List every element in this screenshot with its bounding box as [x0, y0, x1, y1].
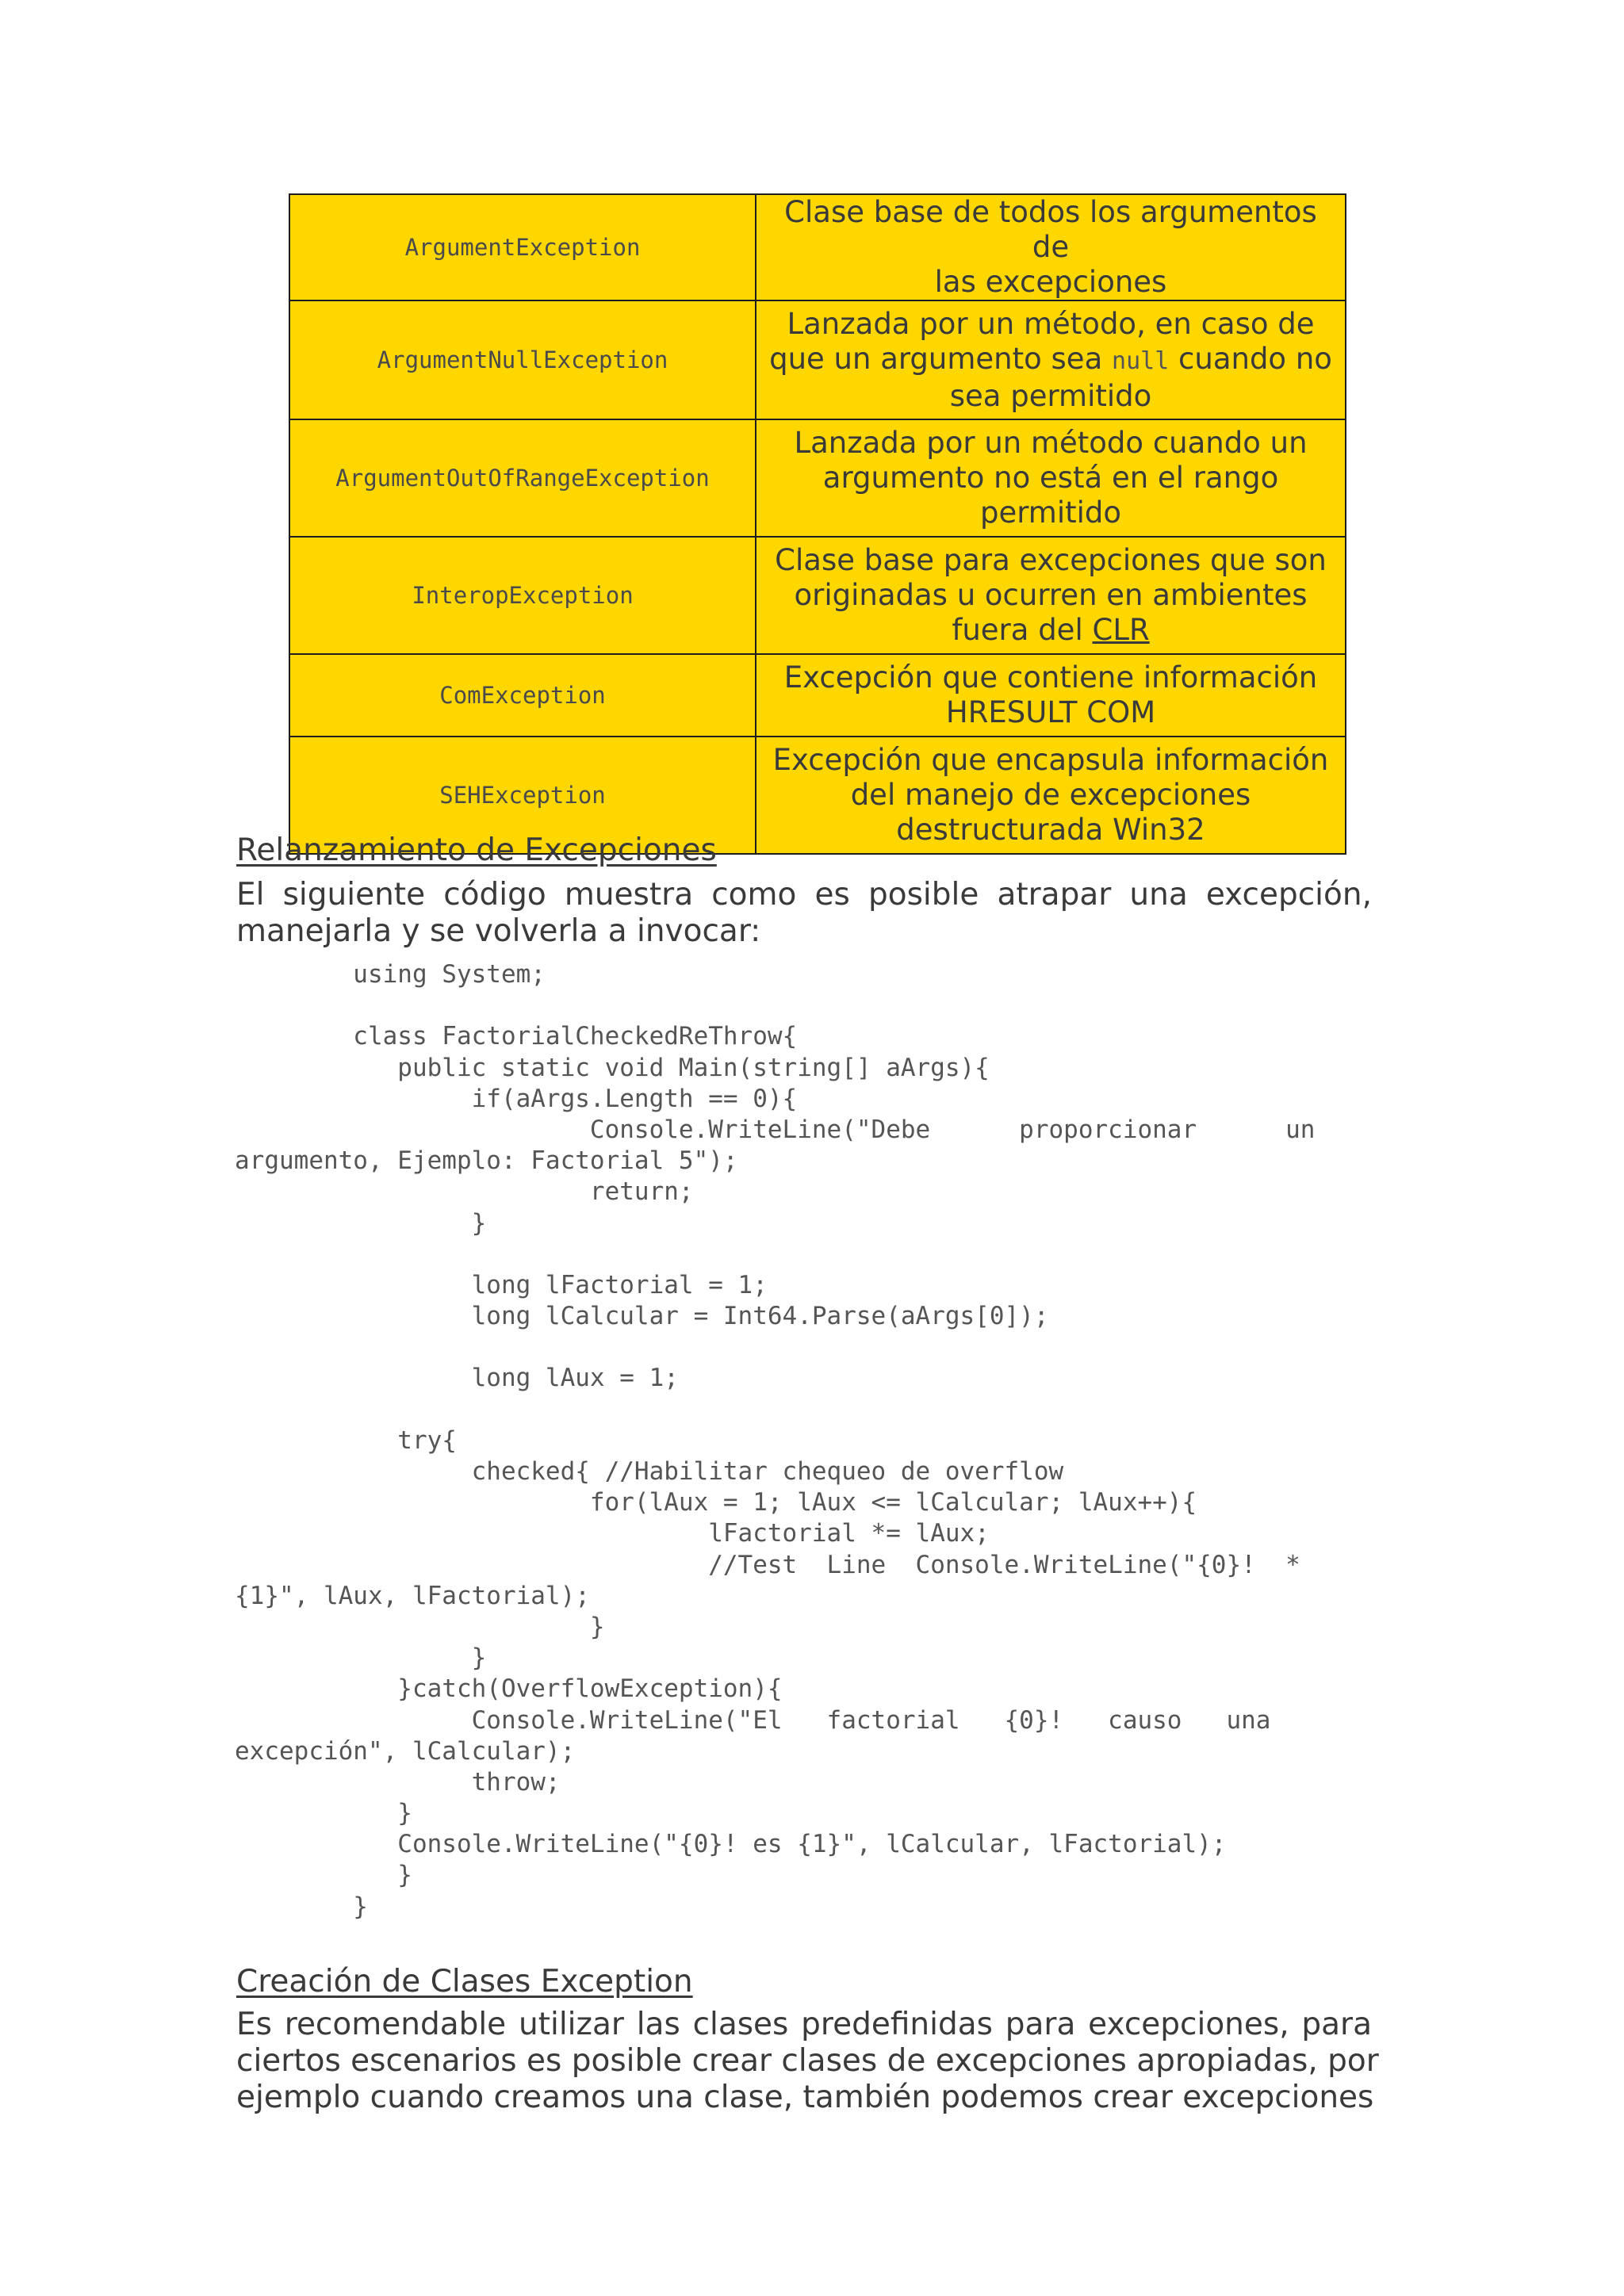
code-line: long lAux = 1;	[235, 1364, 679, 1393]
code-line: for(lAux = 1; lAux <= lCalcular; lAux++){	[235, 1488, 1197, 1517]
inline-code: null	[1112, 346, 1170, 375]
description-line: sea permitido	[949, 378, 1152, 413]
section-paragraph-creacion	[236, 2007, 1379, 2116]
code-line: //Test Line Console.WriteLine("{0}! *	[235, 1550, 1300, 1579]
code-line: }	[235, 1644, 487, 1673]
description-text: fuera del	[952, 613, 1093, 647]
code-line: }catch(OverflowException){	[235, 1674, 783, 1704]
code-line: argumento, Ejemplo: Factorial 5");	[235, 1146, 738, 1176]
table-row	[289, 537, 1346, 654]
code-line: if(aArgs.Length == 0){	[235, 1084, 798, 1113]
section-heading-creacion: Creación de Clases Exception	[236, 1964, 693, 1999]
exception-description-cell	[756, 537, 1346, 654]
code-block	[235, 959, 1400, 1923]
code-line: }	[235, 1208, 487, 1238]
code-line: long lCalcular = Int64.Parse(aArgs[0]);	[235, 1302, 1049, 1331]
paragraph-line: ejemplo cuando creamos una clase, también podemos crear excepciones	[236, 2080, 1374, 2115]
exception-description-cell	[756, 419, 1346, 537]
exception-description-cell	[756, 654, 1346, 737]
code-line	[235, 1239, 1400, 1270]
exception-name-cell: ArgumentException	[289, 194, 756, 300]
paragraph-line: Es recomendable utilizar las clases predefinidas para excepciones, para	[236, 2007, 1372, 2042]
code-line: public static void Main(string[] aArgs){	[235, 1053, 990, 1082]
code-line: Console.WriteLine("Debe proporcionar un	[235, 1115, 1316, 1144]
paragraph-line: manejarla y se volverla a invocar:	[236, 913, 761, 949]
exception-name-cell: ArgumentNullException	[289, 300, 756, 419]
code-line: }	[235, 1799, 412, 1828]
description-line: HRESULT COM	[945, 695, 1156, 729]
description-line: Excepción que contiene información	[783, 660, 1318, 695]
description-line: permitido	[979, 496, 1122, 530]
paragraph-line: El siguiente código muestra como es posible atrapar una excepción,	[236, 877, 1372, 913]
code-line: checked{ //Habilitar chequeo de overflow	[235, 1457, 1064, 1486]
exception-description-cell	[756, 737, 1346, 854]
table-row	[289, 654, 1346, 737]
description-text: cuando no	[1169, 341, 1332, 376]
code-line: long lFactorial = 1;	[235, 1270, 768, 1299]
code-line: excepción", lCalcular);	[235, 1736, 576, 1766]
exception-name-cell: SEHException	[289, 737, 756, 854]
code-line	[235, 990, 1400, 1021]
paragraph-line: ciertos escenarios es posible crear clases de excepciones apropiadas, por	[236, 2043, 1379, 2079]
code-line: }	[235, 1612, 605, 1641]
table-row	[289, 300, 1346, 419]
description-line: Lanzada por un método cuando un	[794, 426, 1308, 460]
exception-table	[289, 193, 1346, 855]
code-line	[235, 1395, 1400, 1425]
code-line	[235, 1332, 1400, 1363]
code-line: Console.WriteLine("El factorial {0}! causo una	[235, 1705, 1271, 1735]
code-line: {1}", lAux, lFactorial);	[235, 1581, 590, 1610]
description-line: del manejo de excepciones	[850, 778, 1251, 812]
description-line: argumento no está en el rango	[822, 461, 1279, 495]
description-line: Lanzada por un método, en caso de	[787, 306, 1315, 341]
code-line: lFactorial *= lAux;	[235, 1519, 990, 1548]
code-line: try{	[235, 1425, 457, 1455]
code-line: class FactorialCheckedReThrow{	[235, 1022, 798, 1051]
code-line: using System;	[235, 960, 546, 989]
code-line: return;	[235, 1177, 694, 1207]
exception-name-cell: InteropException	[289, 537, 756, 654]
description-text: que un argumento sea	[769, 341, 1113, 376]
description-line: las excepciones	[934, 265, 1167, 299]
description-line: Clase base de todos los argumentos de	[784, 195, 1317, 264]
description-line: Clase base para excepciones que son	[775, 543, 1327, 577]
table-row	[289, 194, 1346, 300]
table-row	[289, 419, 1346, 537]
exception-name-cell: ArgumentOutOfRangeException	[289, 419, 756, 537]
description-line: destructurada Win32	[896, 813, 1205, 847]
clr-link[interactable]: CLR	[1092, 613, 1150, 647]
code-line: throw;	[235, 1767, 561, 1797]
description-line: Excepción que encapsula información	[772, 743, 1329, 777]
description-line: originadas u ocurren en ambientes	[794, 578, 1308, 612]
code-line: Console.WriteLine("{0}! es {1}", lCalcular, lFactorial);	[235, 1830, 1227, 1859]
exception-name-cell: ComException	[289, 654, 756, 737]
code-line: }	[235, 1861, 412, 1890]
exception-description-cell	[756, 194, 1346, 300]
exception-description-cell	[756, 300, 1346, 419]
code-line: }	[235, 1892, 368, 1921]
section-paragraph-relanzamiento	[236, 877, 1372, 950]
section-heading-relanzamiento: Relanzamiento de Excepciones	[236, 832, 717, 868]
